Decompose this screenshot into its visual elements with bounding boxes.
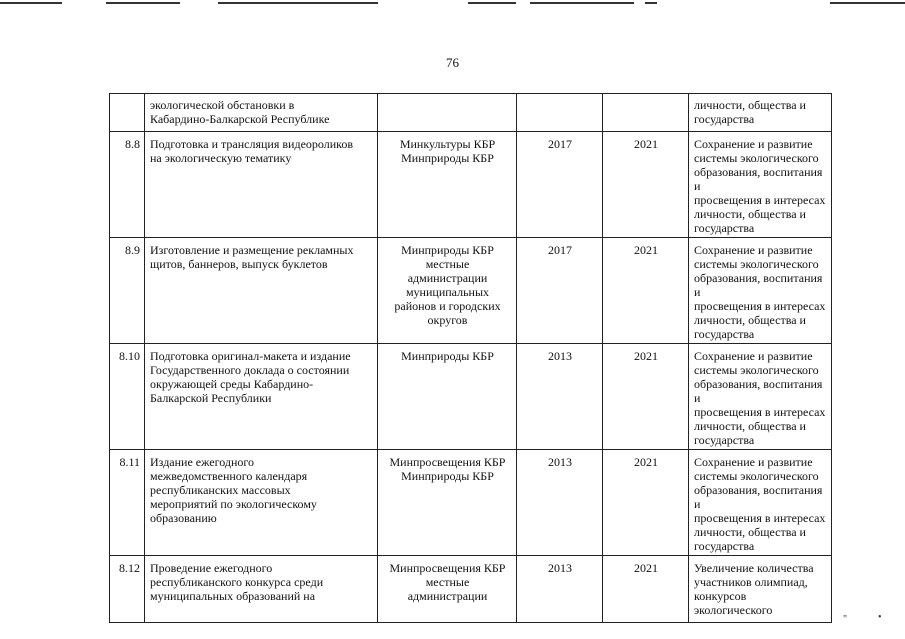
executors: Минпросвещения КБР Минприроды КБР: [389, 455, 506, 483]
end-year-cell: 2021: [603, 344, 689, 450]
row-number-cell: 8.10: [110, 344, 145, 450]
measure-name-cell: [145, 344, 378, 450]
measures-table: [109, 93, 832, 623]
measure-name: Издание ежегодного межведомственного календаря республиканских массовых мероприятий по экологическому образованию: [150, 455, 317, 525]
scan-artifact-line: [830, 2, 905, 4]
measure-name: Изготовление и размещение рекламных щитов, баннеров, выпуск буклетов: [150, 243, 354, 271]
row-number-cell: 8.9: [110, 238, 145, 344]
measure-name: Подготовка оригинал-макета и издание Государственного доклада о состоянии окружающей среды Кабардино- Балкарской Республики: [150, 349, 351, 405]
expected-result: Сохранение и развитие системы экологического образования, воспитания и просвещения в интересах личности, общества и государства: [694, 137, 826, 235]
table-row: [110, 450, 832, 556]
scan-artifact-line: [218, 2, 378, 4]
executors: Минприроды КБР: [401, 349, 494, 363]
measure-name-cell: [145, 556, 378, 623]
expected-result: Сохранение и развитие системы экологического образования, воспитания и просвещения в интересах личности, общества и государства: [694, 455, 826, 553]
expected-result: Сохранение и развитие системы экологического образования, воспитания и просвещения в интересах личности, общества и государства: [694, 243, 826, 341]
table-row: [110, 132, 832, 238]
scan-speck: •: [878, 612, 882, 623]
measure-name: Подготовка и трансляция видеороликов на экологическую тематику: [150, 137, 354, 165]
expected-result: личности, общества и государства: [694, 98, 806, 126]
start-year-cell: 2017: [517, 238, 603, 344]
executors-cell: [378, 94, 517, 132]
scan-speck: ": [843, 614, 848, 625]
measure-name-cell: [145, 450, 378, 556]
table-row: [110, 238, 832, 344]
scan-artifact-line: [106, 2, 180, 4]
executors: Минкультуры КБР Минприроды КБР: [399, 137, 496, 165]
table-row: [110, 556, 832, 623]
start-year-cell: 2013: [517, 344, 603, 450]
end-year-cell: 2021: [603, 556, 689, 623]
executors-cell: [378, 450, 517, 556]
measure-name: экологической обстановки в Кабардино-Балкарской Республике: [150, 98, 330, 126]
row-number-cell: [110, 94, 145, 132]
measure-name-cell: [145, 238, 378, 344]
row-number-cell: 8.8: [110, 132, 145, 238]
page-number: 76: [446, 55, 459, 70]
result-cell: [689, 132, 832, 238]
row-number-cell: 8.11: [110, 450, 145, 556]
measure-name: Проведение ежегодного республиканского конкурса среди муниципальных образований на: [150, 561, 324, 603]
end-year-cell: 2021: [603, 238, 689, 344]
measure-name-cell: [145, 132, 378, 238]
start-year-cell: 2013: [517, 450, 603, 556]
measure-name-cell: [145, 94, 378, 132]
result-cell: [689, 556, 832, 623]
executors-cell: [378, 344, 517, 450]
result-cell: [689, 238, 832, 344]
start-year-cell: 2013: [517, 556, 603, 623]
scan-artifact-line: [468, 2, 516, 4]
result-cell: [689, 344, 832, 450]
expected-result: Увеличение количества участников олимпиад, конкурсов экологического: [694, 561, 814, 617]
executors-cell: [378, 238, 517, 344]
scan-artifact-line: [530, 2, 634, 4]
executors: Минпросвещения КБР местные администрации: [389, 561, 506, 603]
end-year-cell: 2021: [603, 450, 689, 556]
start-year-cell: [517, 94, 603, 132]
result-cell: [689, 94, 832, 132]
table-row: [110, 94, 832, 132]
executors-cell: [378, 556, 517, 623]
expected-result: Сохранение и развитие системы экологического образования, воспитания и просвещения в интересах личности, общества и государства: [694, 349, 826, 447]
executors: Минприроды КБР местные администрации муниципальных районов и городских округов: [394, 243, 501, 327]
start-year-cell: 2017: [517, 132, 603, 238]
table-row: [110, 344, 832, 450]
result-cell: [689, 450, 832, 556]
end-year-cell: 2021: [603, 132, 689, 238]
row-number-cell: 8.12: [110, 556, 145, 623]
end-year-cell: [603, 94, 689, 132]
scan-artifact-line: [645, 2, 657, 4]
scan-artifact-line: [0, 2, 62, 4]
executors-cell: [378, 132, 517, 238]
